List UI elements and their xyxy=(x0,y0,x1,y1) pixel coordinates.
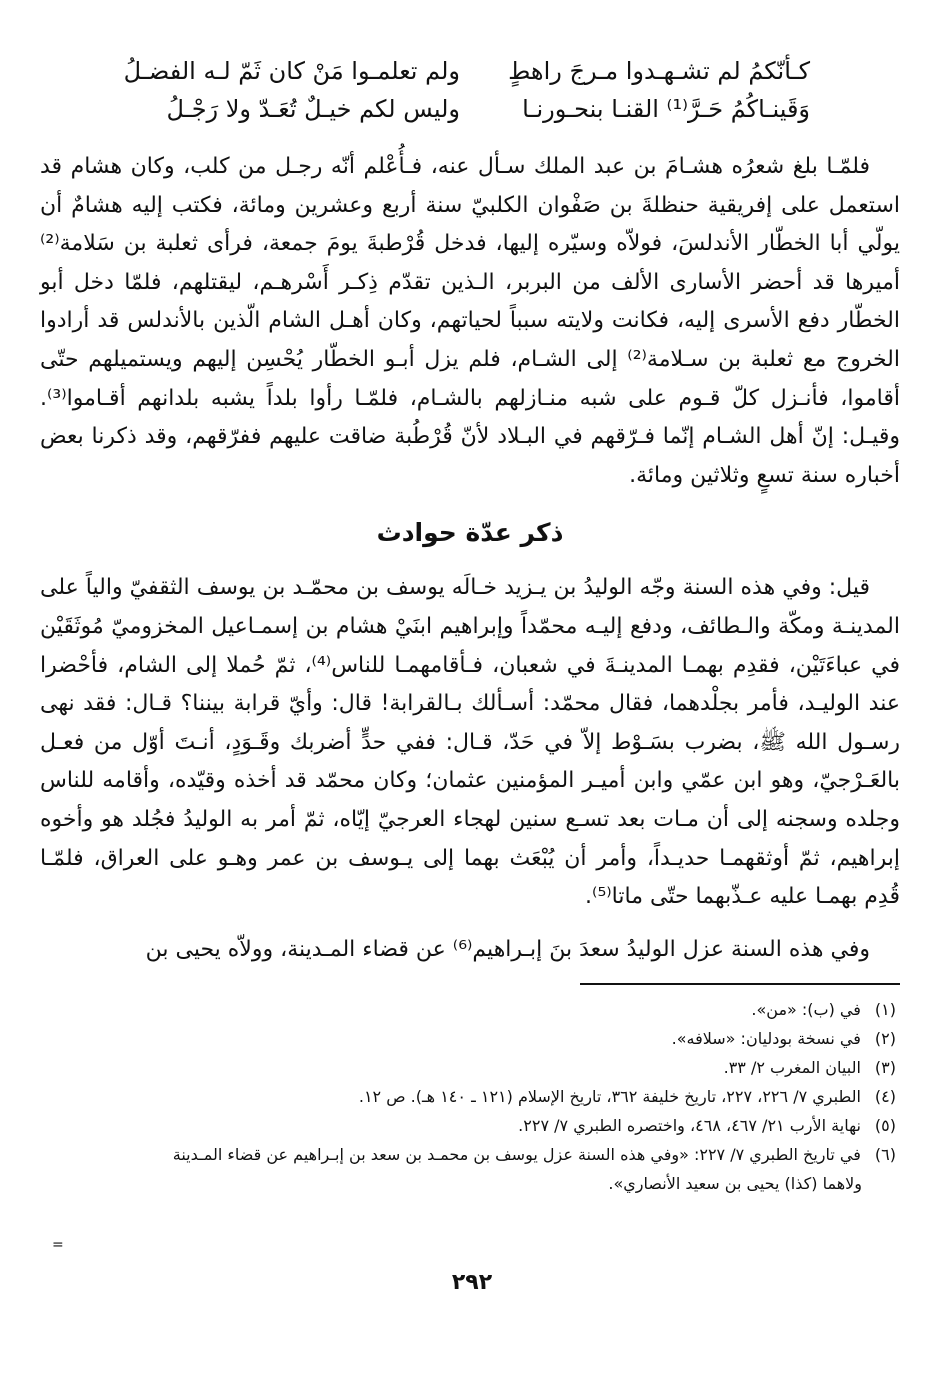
verse-1 xyxy=(40,54,900,90)
section-heading: ذكر عدّة حوادث xyxy=(376,518,564,548)
footnote-2 xyxy=(40,1024,900,1053)
footnote-text: في (ب): «من». xyxy=(751,1000,861,1020)
footnote-5 xyxy=(40,1111,900,1140)
footnote-number: (٥) xyxy=(874,1116,896,1136)
footnote-number: (٣) xyxy=(874,1058,896,1078)
footnote-text: البيان المغرب ٢/ ٣٣. xyxy=(723,1058,861,1078)
paragraph-2: قيل: وفي هذه السنة وجّه الوليدُ بن يـزيد خـالَه يوسف بن محمّـد بن يوسف الثقفيّ والياً على المدينـة ومكّة والـطائف، ودفع إليـه محمّداً وإبراهيم ابنَيْ هشام بن إسمـاعيل المخزوميّ مُوثَقَيْن في عباءَتَيْن، فقدِم بهمـا المدينـةَ في شعبان، فـأقامهمـا للناس⁽⁴⁾، ثمّ حُملا إلى الشام، فأحْضرا عند الوليـد، فأمر بجلْدهما، فقال محمّد: أسـألك بـالقرابة! قال: وأيّ قرابة بيننا؟ قـال: فقد نهى رسـول الله ﷺ، بضرب بسَـوْط إلاّ في حَدّ، قـال: ففي حدٍّ أضربك وقَـوَدٍ، أنـتَ أوّل من فعـل بالعَـرْجيّ، وهو ابن عمّي وابن أميـر المؤمنين عثمان؛ وكان محمّد قد أخذه وقيّده، وأقامه للناس وجلده وسجنه إلى أن مـات بعد تسـع سنين لهجاء العرجيّ إيّاه، ثمّ أمر به الوليدُ فجُلد هو وأخوه إبراهيم، ثمّ أوثقهمـا حديـداً، وأمر أن يُبْعَث بهما إلى يـوسف بن عمر وهـو على العراق، فلمّـا قُدِم بهمـا عليه عـذّبهما حتّى ماتا⁽⁵⁾. xyxy=(40,575,900,910)
footnote-1 xyxy=(40,995,900,1024)
footnote-6 xyxy=(40,1140,900,1198)
footnote-number: (١) xyxy=(874,1000,896,1020)
footnotes xyxy=(40,995,900,1198)
footnote-4 xyxy=(40,1082,900,1111)
verse-2-second-hemistich: وليس لكم خيـلٌ تُعَـدّ ولا رَجْـلُ xyxy=(166,95,460,123)
footnote-number: (٢) xyxy=(874,1029,896,1049)
poem-block xyxy=(40,40,900,136)
footnote-text: الطبري ٧/ ٢٢٦، ٢٢٧، تاريخ خليفة ٣٦٢، تاريخ الإسلام (١٢١ ـ ١٤٠ هـ). ص ١٢. xyxy=(358,1087,861,1107)
footnote-number: (٤) xyxy=(874,1087,896,1107)
page-number: ٢٩٢ xyxy=(451,1270,493,1295)
continuation-mark: = xyxy=(52,1237,64,1253)
book-page xyxy=(40,40,900,1198)
body-section-2 xyxy=(40,569,900,969)
footnote-text: في نسخة بودليان: «سلافه». xyxy=(671,1029,861,1049)
paragraph-1: فلمّـا بلغ شعرُه هشـامَ بن عبد الملك سـأل عنه، فـأُعْلم أنّه رجـل من كلب، وكان هشام قد استعمل على إفريقية حنظلةَ بن صَفْوان الكلبيّ سنة أربع وعشرين ومائة، فكتب إليه هشامٌ أن يولّي أبا الخطّار الأندلسَ، فولاّه وسيّره إليها، فدخل قُرْطبةَ يومَ جمعة، فرأى ثعلبة بن سَلامة⁽²⁾ أميرها قد أحضر الأسارى الألف من البربر، الـذين تقدّم ذِكـر أَسْرهـم، ليقتلهم، فلمّا دخل أبو الخطّار دفع الأسرى إليه، فكانت ولايته سبباً لحياتهم، وكان أهـل الشام الّذين بالأندلس قد أرادوا الخروج مع ثعلبة بن سـلامة⁽²⁾ إلى الشـام، فلم يزل أبـو الخطّار يُحْسِن إليهم ويستميلهم حتّى أقاموا، فأنـزل كلّ قـوم على شبه منـازلهم بالشـام، فلمّـا رأوا بلداً يشبه بلدانهم أقـاموا⁽³⁾. وقيـل: إنّ أهل الشـام إنّما فـرّقهم في البـلاد لأنّ قُرْطُبة ضاقت عليهم ففرّقهم، وقد ذكرنا بعض أخباره سنة تسعٍ وثلاثين ومائة. xyxy=(40,154,900,488)
verse-2-first-hemistich: وَقَينـاكُمُ حَـرَّ⁽¹⁾ القنـا بنحـورنـا xyxy=(522,95,810,123)
verse-2 xyxy=(40,92,900,128)
footnote-text: في تاريخ الطبري ٧/ ٢٢٧: «وفي هذه السنة عزل يوسف بن محمـد بن سعد بن إبـراهيم عن قضاء المـدينة xyxy=(172,1145,861,1165)
footnote-number: (٦) xyxy=(874,1145,896,1165)
footnote-3 xyxy=(40,1053,900,1082)
body-section-1 xyxy=(40,148,900,495)
footnote-text: نهاية الأرب ٢١/ ٤٦٧، ٤٦٨، واختصره الطبري ٧/ ٢٢٧. xyxy=(518,1116,861,1136)
verse-1-second-hemistich: ولم تعلمـوا مَنْ كان ثَمّ لـه الفضـلُ xyxy=(123,57,460,85)
footnote-divider xyxy=(580,983,900,985)
paragraph-3: وفي هذه السنة عزل الوليدُ سعدَ بنَ إبـراهيم⁽⁶⁾ عن قضاء المـدينة، وولاّه يحيى بن xyxy=(145,936,870,962)
footnote-text-continuation: ولاهما (كذا) يحيى بن سعيد الأنصاري». xyxy=(608,1174,862,1194)
verse-1-first-hemistich: كـأنّكمُ لم تشـهـدوا مـرجَ راهطٍ xyxy=(508,57,810,85)
